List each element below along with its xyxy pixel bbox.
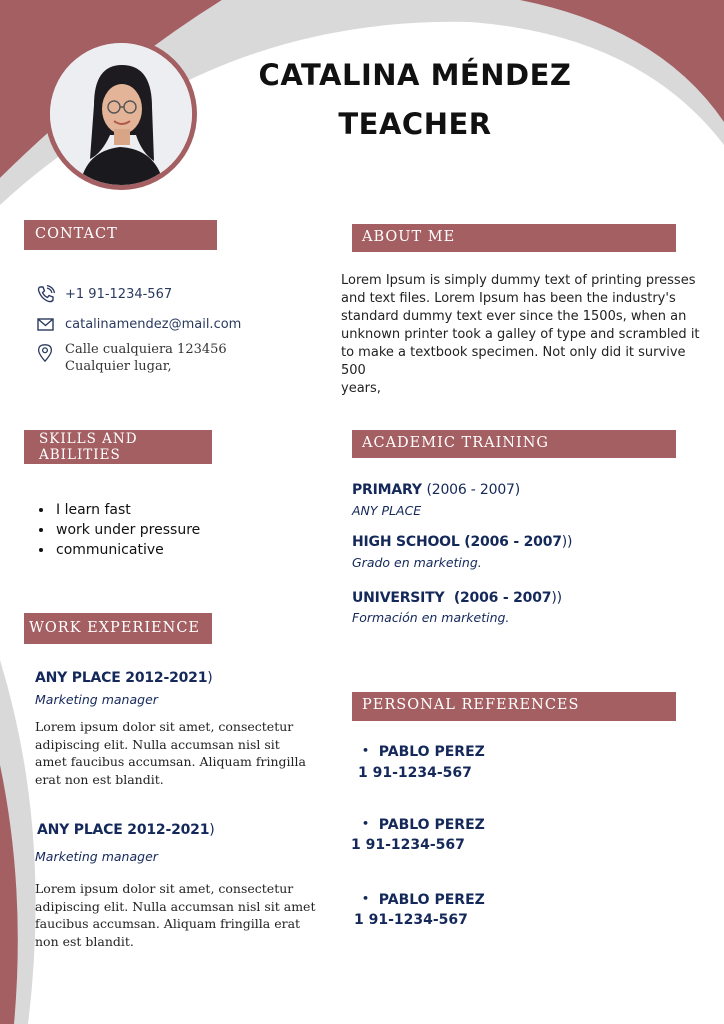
- mail-icon: [36, 315, 56, 335]
- section-header-references: PERSONAL REFERENCES: [352, 692, 676, 721]
- list-item: • work under pressure: [54, 520, 200, 540]
- reference-phone: 1 91-1234-567: [354, 912, 468, 928]
- work-entry-description: Lorem ipsum dolor sit amet, consectetur adipiscing elit. Nulla accumsan nisl sit amet faucibus accumsan. Aliquam fringilla erat non est blandit.: [35, 881, 316, 949]
- section-header-work: WORK EXPERIENCE: [24, 613, 212, 644]
- avatar: [45, 38, 197, 190]
- reference-phone: 1 91-1234-567: [358, 765, 472, 781]
- list-item: • I learn fast: [54, 500, 200, 520]
- section-header-academic: ACADEMIC TRAINING: [352, 430, 676, 458]
- skills-list: [24, 500, 200, 560]
- location-pin-icon: [35, 343, 55, 363]
- academic-subtitle: Formación en marketing.: [352, 610, 510, 625]
- academic-entry-primary: PRIMARY (2006 - 2007): [352, 482, 521, 498]
- section-header-skills: SKILLS AND ABILITIES: [24, 430, 212, 464]
- academic-subtitle: Grado en marketing.: [352, 555, 482, 570]
- academic-entry-university: UNIVERSITY (2006 - 2007)): [352, 590, 562, 606]
- person-name: CATALINA MÉNDEZ: [258, 58, 572, 92]
- section-header-about-me: ABOUT ME: [352, 224, 676, 252]
- work-entry-description: Lorem ipsum dolor sit amet, consectetur adipiscing elit. Nulla accumsan nisl sit amet faucibus accumsan. Aliquam fringilla erat non est blandit.: [35, 719, 306, 787]
- work-entry-role: Marketing manager: [35, 692, 158, 707]
- reference-phone: 1 91-1234-567: [351, 837, 465, 853]
- reference-name: • PABLO PEREZ: [362, 817, 485, 833]
- phone-icon: [36, 284, 56, 304]
- contact-email: catalinamendez@mail.com: [65, 317, 242, 332]
- about-text: Lorem Ipsum is simply dummy text of printing presses and text files. Lorem Ipsum has been the industry's standard dummy text ever since the 1500s, when an unknown printer took a galley of type and scrambled it to make a textbook specimen. Not only did it survive 500 years,: [341, 273, 700, 396]
- reference-name: • PABLO PEREZ: [362, 744, 485, 760]
- job-title: TEACHER: [338, 107, 492, 141]
- academic-entry-high-school: HIGH SCHOOL (2006 - 2007)): [352, 534, 573, 550]
- work-entry-title: ANY PLACE 2012-2021): [37, 822, 215, 838]
- academic-subtitle: ANY PLACE: [352, 503, 422, 518]
- profile-photo: [50, 43, 192, 185]
- work-entry-title: ANY PLACE 2012-2021): [35, 670, 213, 686]
- list-item: • communicative: [54, 540, 200, 560]
- contact-address: Calle cualquiera 123456 Cualquier lugar,: [65, 342, 227, 374]
- work-entry-role: Marketing manager: [35, 849, 158, 864]
- reference-name: • PABLO PEREZ: [362, 892, 485, 908]
- contact-phone: +1 91-1234-567: [65, 287, 173, 302]
- section-header-contact: CONTACT: [24, 220, 217, 250]
